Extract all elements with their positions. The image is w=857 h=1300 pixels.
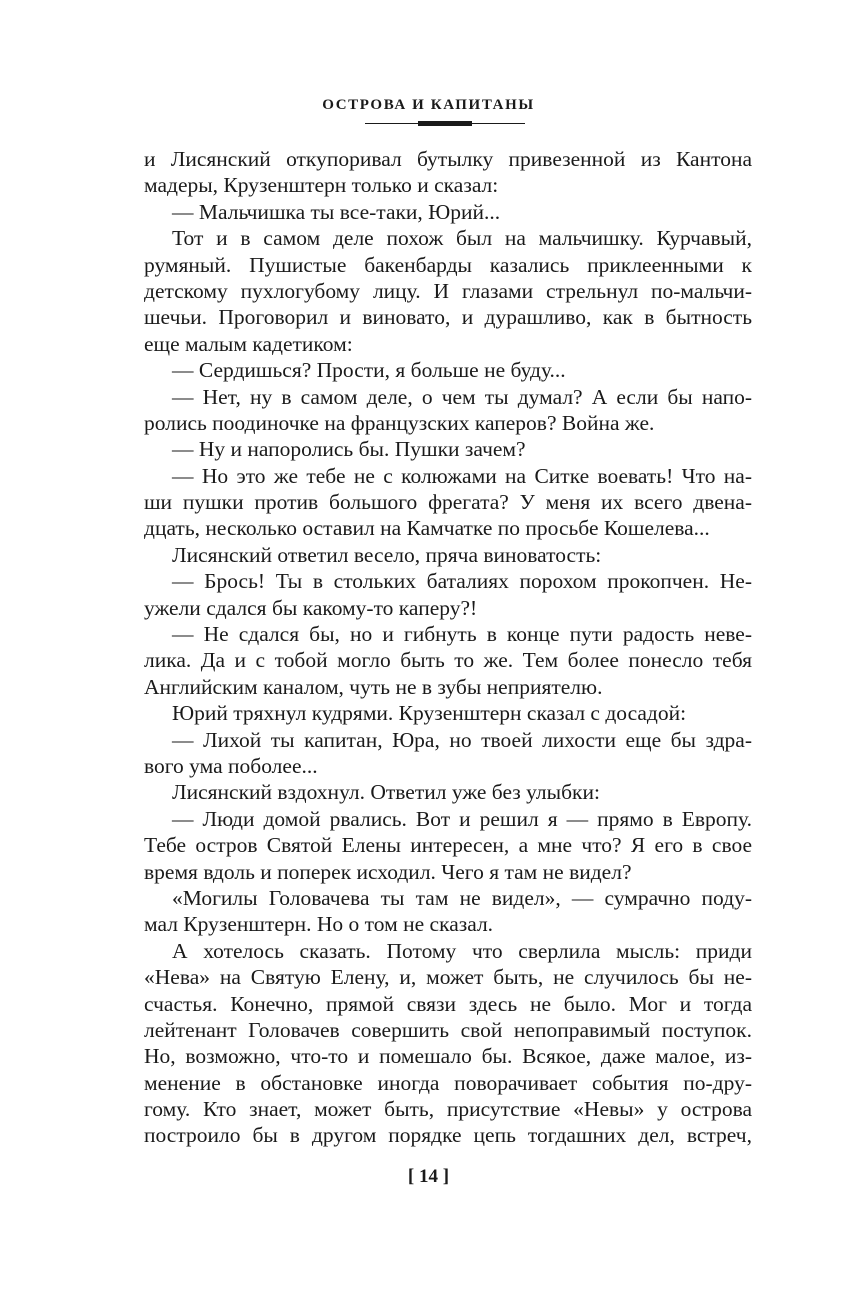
text-line: — Сердишься? Прости, я больше не буду... (172, 358, 566, 383)
running-title: ОСТРОВА И КАПИТАНЫ (322, 97, 535, 113)
text-line: А хотелось сказать. Потому что сверлила мысль: приди (172, 938, 752, 963)
text-line: детскому пухлогубому лицу. И глазами стрельнул по-мальчи- (144, 278, 752, 303)
text-line: ужели сдался бы какому-то каперу?! (144, 595, 478, 620)
text-line: мал Крузенштерн. Но о том не сказал. (144, 912, 494, 937)
text-line: гому. Кто знает, может быть, присутствие «Невы» у острова (144, 1097, 752, 1122)
body-text (144, 146, 752, 1149)
text-line: — Мальчишка ты все-таки, Юрий... (172, 199, 501, 224)
text-line: — Ну и напоролись бы. Пушки зачем? (172, 437, 526, 462)
text-line: — Но это же тебе не с колюжами на Ситке воевать! Что на- (172, 463, 752, 488)
text-line: — Нет, ну в самом деле, о чем ты думал? А если бы напо- (172, 384, 752, 409)
text-line: еще малым кадетиком: (144, 331, 353, 356)
text-line: — Не сдался бы, но и гибнуть в конце пути радость неве- (172, 622, 752, 647)
text-line: «Нева» на Святую Елену, и, может быть, не случилось бы не- (144, 965, 752, 990)
text-line: вого ума поболее... (144, 753, 318, 778)
text-line: Тебе остров Святой Елены интересен, а мне что? Я его в свое (144, 833, 752, 858)
text-line: дцать, несколько оставил на Камчатке по просьбе Кошелева... (144, 516, 710, 541)
page-number: [ 14 ] (407, 1166, 450, 1187)
text-line: румяный. Пушистые бакенбарды казались приклеенными к (144, 252, 752, 277)
text-line: шечьи. Проговорил и виновато, и дурашливо, как в бытность (144, 305, 752, 330)
text-line: — Люди домой рвались. Вот и решил я — прямо в Европу. (172, 806, 752, 831)
text-line: и Лисянский откупоривал бутылку привезенной из Кантона (144, 147, 752, 171)
text-line: построило бы в другом порядке цепь тогдашних дел, встреч, (144, 1123, 752, 1148)
text-line: мадеры, Крузенштерн только и сказал: (144, 173, 499, 198)
text-line: время вдоль и поперек исходил. Чего я там не видел? (144, 859, 632, 884)
header-rule-ornament (418, 121, 472, 126)
text-line: менение в обстановке иногда поворачивает события по-дру- (144, 1070, 752, 1095)
text-line: Тот и в самом деле похож был на мальчишку. Курчавый, (172, 226, 752, 251)
text-line: — Лихой ты капитан, Юра, но твоей лихости еще бы здра- (172, 727, 752, 752)
text-line: счастья. Конечно, прямой связи здесь не было. Мог и тогда (144, 991, 752, 1016)
text-line: ролись поодиночке на французских каперов? Война же. (144, 410, 655, 435)
text-line: — Брось! Ты в стольких баталиях порохом прокопчен. Не- (172, 569, 752, 594)
text-line: лейтенант Головачев совершить свой непоправимый поступок. (144, 1017, 752, 1042)
text-line: Лисянский вздохнул. Ответил уже без улыбки: (172, 780, 600, 805)
text-line: «Могилы Головачева ты там не видел», — сумрачно поду- (172, 885, 752, 910)
text-line: Английским каналом, чуть не в зубы неприятелю. (144, 674, 603, 699)
text-line: лика. Да и с тобой могло быть то же. Тем более понесло тебя (144, 648, 752, 673)
text-line: ши пушки против большого фрегата? У меня их всего двена- (144, 490, 752, 515)
text-line: Юрий тряхнул кудрями. Крузенштерн сказал с досадой: (172, 701, 687, 726)
text-line: Но, возможно, что-то и помешало бы. Всякое, даже малое, из- (144, 1044, 752, 1069)
text-line: Лисянский ответил весело, пряча виноватость: (172, 542, 602, 567)
